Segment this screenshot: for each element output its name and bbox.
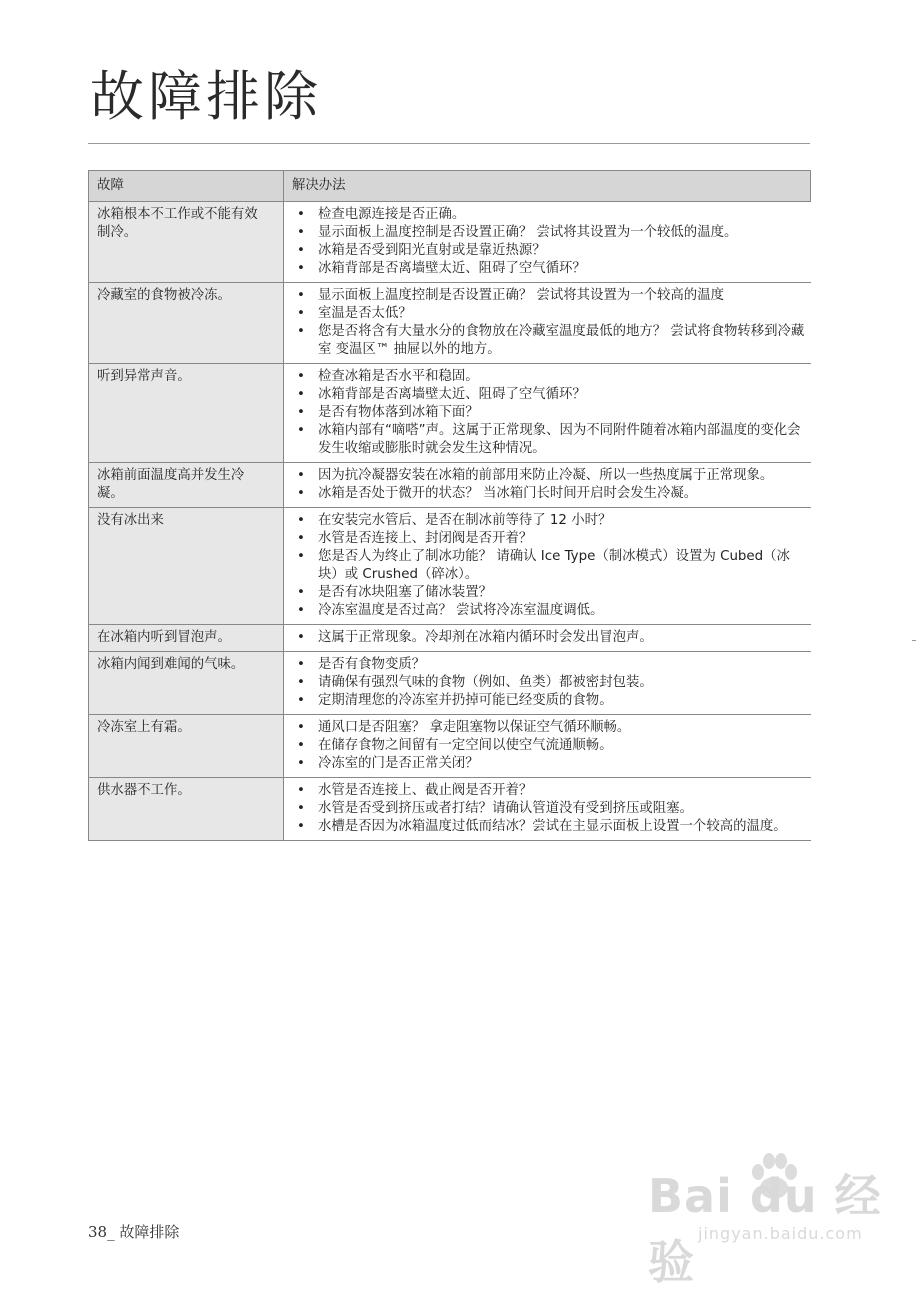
column-header-solution: 解决办法 [284,171,811,202]
solution-item [292,260,805,278]
solution-list [292,512,805,620]
solution-item [292,755,805,773]
margin-tick [912,640,916,641]
solution-cell [284,202,811,283]
table-header-row [89,171,811,202]
solution-item [292,368,805,386]
solution-item [292,629,805,647]
solution-item [292,674,805,692]
solution-text: 水管是否连接上、截止阀是否开着？ [318,783,533,798]
bullet-icon: • [297,486,305,501]
solution-text: 您是否人为终止了制冰功能？ 请确认 Ice Type（制冰模式）设置为 Cubed（冰块）或 Crushed（碎冰）。 [318,549,790,582]
solution-item [292,737,805,755]
solution-item [292,422,805,458]
solution-text: 在储存食物之间留有一定空间以使空气流通顺畅。 [318,738,613,753]
solution-text: 是否有冰块阻塞了储冰装置？ [318,585,493,600]
solution-text: 检查电源连接是否正确。 [318,207,466,222]
bullet-icon: • [297,207,305,222]
solution-list [292,467,805,503]
solution-text: 请确保有强烈气味的食物（例如、鱼类）都被密封包装。 [318,675,653,690]
solution-text: 定期清理您的冷冻室并扔掉可能已经变质的食物。 [318,693,613,708]
bullet-icon: • [297,423,305,438]
solution-item [292,719,805,737]
problem-cell: 冷藏室的食物被冷冻。 [89,283,284,364]
solution-text: 显示面板上温度控制是否设置正确？ 尝试将其设置为一个较低的温度。 [318,225,738,240]
table-row [89,715,811,778]
solution-list [292,206,805,278]
problem-cell: 听到异常声音。 [89,364,284,463]
solution-item [292,467,805,485]
bullet-icon: • [297,585,305,600]
bullet-icon: • [297,738,305,753]
table-row [89,625,811,652]
column-header-problem: 故障 [89,171,284,202]
solution-text: 水管是否受到挤压或者打结？请确认管道没有受到挤压或阻塞。 [318,801,693,816]
solution-item [292,485,805,503]
solution-item [292,404,805,422]
problem-cell: 冷冻室上有霜。 [89,715,284,778]
bullet-icon: • [297,261,305,276]
bullet-icon: • [297,468,305,483]
bullet-icon: • [297,783,305,798]
solution-item [292,323,805,359]
problem-cell: 冰箱根本不工作或不能有效制冷。 [89,202,284,283]
bullet-icon: • [297,693,305,708]
table-row [89,283,811,364]
solution-cell [284,283,811,364]
solution-text: 这属于正常现象。冷却剂在冰箱内循环时会发出冒泡声。 [318,630,653,645]
solution-item [292,386,805,404]
solution-text: 冷冻室的门是否正常关闭？ [318,756,479,771]
solution-text: 室温是否太低？ [318,306,412,321]
table-row [89,778,811,841]
solution-list [292,656,805,710]
solution-list [292,782,805,836]
solution-item [292,305,805,323]
bullet-icon: • [297,387,305,402]
table-row [89,202,811,283]
solution-text: 冰箱内部有“嘀嗒”声。这属于正常现象、因为不同附件随着冰箱内部温度的变化会发生收缩或膨胀时就会发生这种情况。 [318,423,801,456]
solution-text: 冰箱是否受到阳光直射或是靠近热源？ [318,243,546,258]
solution-cell [284,508,811,625]
solution-list [292,287,805,359]
solution-text: 冰箱是否处于微开的状态？ 当冰箱门长时间开启时会发生冷凝。 [318,486,698,501]
solution-item [292,242,805,260]
bullet-icon: • [297,549,305,564]
solution-text: 冰箱背部是否离墙壁太近、阻碍了空气循环？ [318,387,586,402]
bullet-icon: • [297,756,305,771]
bullet-icon: • [297,288,305,303]
solution-item [292,206,805,224]
solution-text: 您是否将含有大量水分的食物放在冷藏室温度最低的地方？ 尝试将食物转移到冷藏室 变温区™ 抽屉以外的地方。 [318,324,805,357]
solution-text: 冷冻室温度是否过高？ 尝试将冷冻室温度调低。 [318,603,604,618]
table-row [89,652,811,715]
table-row [89,463,811,508]
problem-cell: 在冰箱内听到冒泡声。 [89,625,284,652]
solution-cell [284,778,811,841]
page-footer: 38_ 故障排除 [88,1223,180,1241]
bullet-icon: • [297,369,305,384]
solution-text: 显示面板上温度控制是否设置正确？ 尝试将其设置为一个较高的温度 [318,288,724,303]
solution-text: 水槽是否因为冰箱温度过低而结冰？尝试在主显示面板上设置一个较高的温度。 [318,819,787,834]
solution-item [292,584,805,602]
solution-text: 水管是否连接上、封闭阀是否开着？ [318,531,533,546]
bullet-icon: • [297,720,305,735]
table-body [89,202,811,841]
solution-text: 在安装完水管后、是否在制冰前等待了 12 小时？ [318,513,612,528]
bullet-icon: • [297,306,305,321]
solution-item [292,800,805,818]
solution-item [292,692,805,710]
bullet-icon: • [297,324,305,339]
solution-text: 是否有物体落到冰箱下面？ [318,405,479,420]
table-row [89,508,811,625]
table-row [89,364,811,463]
bullet-icon: • [297,675,305,690]
solution-item [292,602,805,620]
solution-item [292,512,805,530]
page-title: 故障排除 [90,65,322,128]
problem-cell: 供水器不工作。 [89,778,284,841]
bullet-icon: • [297,630,305,645]
solution-cell [284,463,811,508]
bullet-icon: • [297,225,305,240]
bullet-icon: • [297,513,305,528]
problem-cell: 冰箱内闻到难闻的气味。 [89,652,284,715]
solution-item [292,530,805,548]
solution-cell [284,364,811,463]
watermark-logo: Bai du 经验 [648,1169,882,1289]
problem-cell: 冰箱前面温度高并发生冷凝。 [89,463,284,508]
bullet-icon: • [297,405,305,420]
troubleshooting-table [88,170,811,841]
solution-item [292,782,805,800]
solution-cell [284,715,811,778]
solution-text: 因为抗冷凝器安装在冰箱的前部用来防止冷凝、所以一些热度属于正常现象。 [318,468,774,483]
bullet-icon: • [297,819,305,834]
bullet-icon: • [297,603,305,618]
bullet-icon: • [297,657,305,672]
bullet-icon: • [297,531,305,546]
solution-text: 检查冰箱是否水平和稳固。 [318,369,479,384]
solution-item [292,818,805,836]
solution-item [292,656,805,674]
bullet-icon: • [297,243,305,258]
bullet-icon: • [297,801,305,816]
solution-item [292,287,805,305]
solution-item [292,548,805,584]
solution-list [292,368,805,458]
solution-list [292,629,805,647]
watermark-url: jingyan.baidu.com [698,1224,863,1243]
watermark [648,1148,898,1289]
solution-text: 通风口是否阻塞？ 拿走阻塞物以保证空气循环顺畅。 [318,720,631,735]
problem-cell: 没有冰出来 [89,508,284,625]
solution-cell [284,625,811,652]
solution-list [292,719,805,773]
solution-text: 是否有食物变质？ [318,657,426,672]
solution-item [292,224,805,242]
solution-cell [284,652,811,715]
solution-text: 冰箱背部是否离墙壁太近、阻碍了空气循环？ [318,261,586,276]
title-divider [88,143,810,144]
